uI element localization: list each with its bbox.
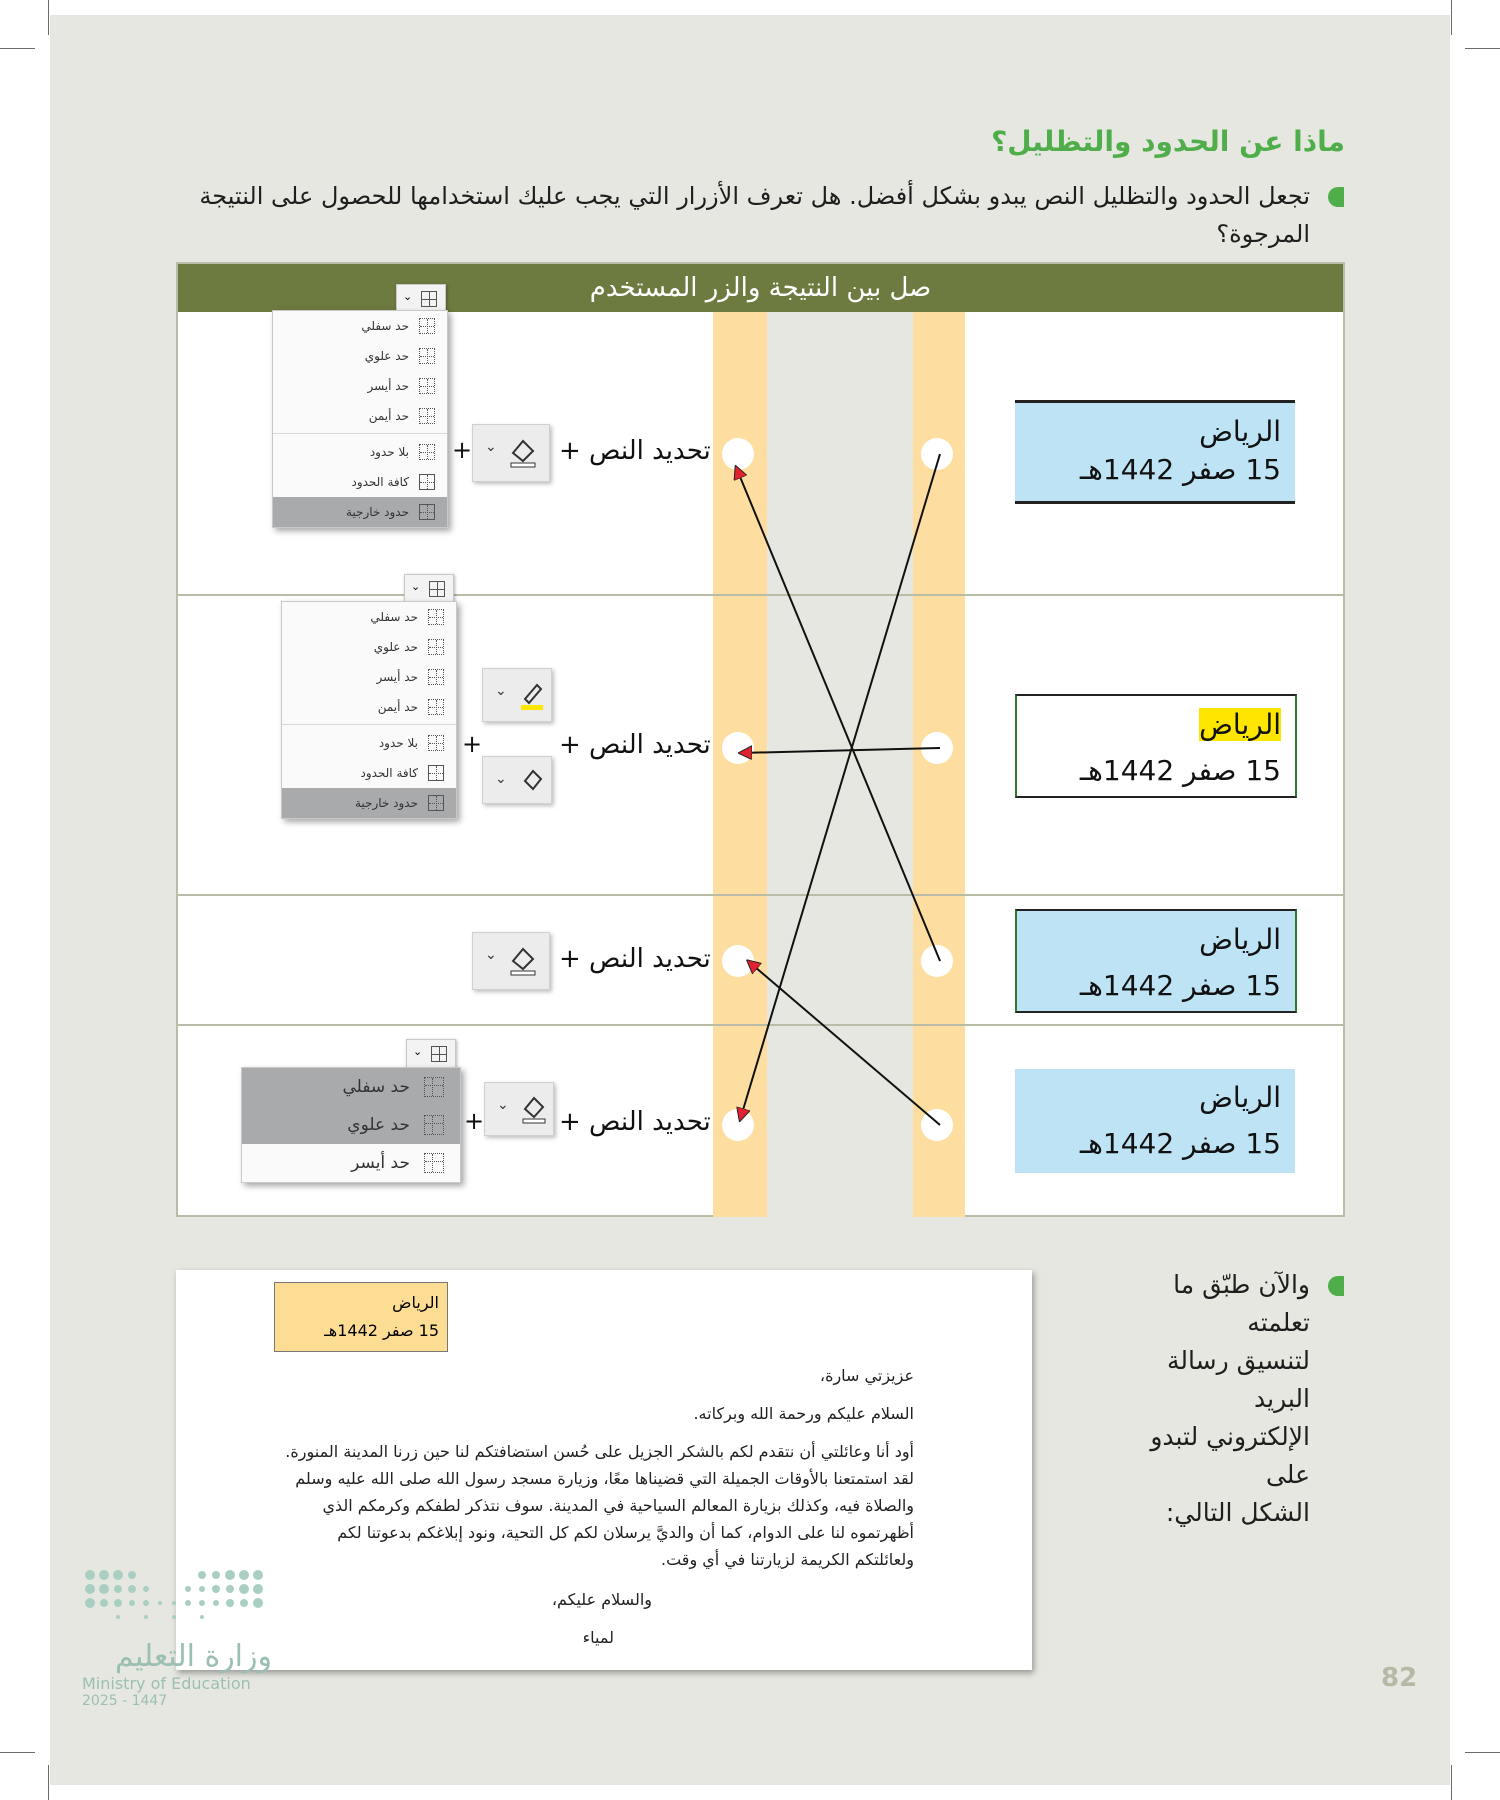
menu-item-outside-borders[interactable]: حدود خارجية xyxy=(282,788,456,818)
letter-address-box xyxy=(274,1282,448,1352)
email-letter xyxy=(176,1270,1032,1670)
table-header: صل بين النتيجة والزر المستخدم xyxy=(178,264,1343,312)
chevron-down-icon: ⌄ xyxy=(411,580,421,593)
apply-instructions: والآن طبّق ما تعلمته لتنسيق رسالة البريد الإلكتروني لتبدو على الشكل التالي: xyxy=(1150,1270,1310,1527)
letter-body-line: والصلاة فيه، وكذلك بزيارة المعالم السياحية في المدينة. سوف نتذكر لطفكم وكرمكم الذي xyxy=(322,1496,914,1515)
crop-mark xyxy=(1451,1765,1452,1800)
crop-mark xyxy=(48,1765,49,1800)
crop-mark xyxy=(1465,48,1500,49)
menu-item-left-border[interactable]: حد أيسر xyxy=(273,371,447,401)
intro-line-2: المرجوة؟ xyxy=(1216,220,1310,248)
result-city: الرياض xyxy=(1199,708,1281,741)
menu-item-top-border[interactable]: حد علوي xyxy=(242,1106,460,1144)
menu-item-left-border[interactable]: حد أيسر xyxy=(242,1144,460,1182)
matching-table xyxy=(176,262,1345,1217)
page-number: 82 xyxy=(1381,1663,1418,1693)
ministry-dots-icon xyxy=(82,1565,264,1635)
chevron-down-icon: ⌄ xyxy=(485,439,497,455)
menu-item-bottom-border[interactable]: حد سفلي xyxy=(273,311,447,341)
menu-item-right-border[interactable]: حد أيمن xyxy=(273,401,447,431)
letter-body-line: أظهرتموه لنا على الدوام، كما أن والديَّ يرسلان لكم كل التحية، ونود إبلاغكم بدعوتنا لكم xyxy=(337,1523,914,1542)
ministry-logo xyxy=(82,1565,272,1709)
intro-line-1: تجعل الحدود والتظليل النص يبدو بشكل أفضل. هل تعرف الأزرار التي يجب عليك استخدامها للحصول على النتيجة xyxy=(199,182,1310,210)
ministry-name-ar: وزارة التعليم xyxy=(114,1639,272,1674)
section-title: ماذا عن الحدود والتظليل؟ xyxy=(991,125,1345,158)
chevron-down-icon: ⌄ xyxy=(497,1097,509,1113)
letter-signature: لمياء xyxy=(582,1628,614,1647)
chevron-down-icon: ⌄ xyxy=(485,947,497,963)
menu-item-bottom-border[interactable]: حد سفلي xyxy=(282,602,456,632)
letter-date: 15 صفر 1442هـ xyxy=(324,1321,439,1340)
menu-item-no-border[interactable]: بلا حدود xyxy=(273,437,447,467)
menu-item-bottom-border[interactable]: حد سفلي xyxy=(242,1068,460,1106)
select-text-label: تحديد النص + xyxy=(559,1107,711,1137)
letter-city: الرياض xyxy=(392,1293,439,1312)
bullet-icon xyxy=(1328,1276,1344,1296)
arrow-line xyxy=(740,748,940,753)
chevron-down-icon: ⌄ xyxy=(495,771,507,787)
menu-item-top-border[interactable]: حد علوي xyxy=(273,341,447,371)
result-city: الرياض xyxy=(1199,415,1281,448)
menu-item-right-border[interactable]: حد أيمن xyxy=(282,692,456,722)
result-date: 15 صفر 1442هـ xyxy=(1079,1127,1281,1160)
result-date: 15 صفر 1442هـ xyxy=(1079,453,1281,486)
plus-sign: + xyxy=(464,1107,485,1135)
crop-mark xyxy=(0,1752,35,1753)
crop-mark xyxy=(1451,0,1452,35)
menu-item-all-borders[interactable]: كافة الحدود xyxy=(282,758,456,788)
result-city: الرياض xyxy=(1199,1081,1281,1114)
letter-closing: والسلام عليكم، xyxy=(551,1590,652,1609)
select-text-label: تحديد النص + xyxy=(559,944,711,974)
plus-sign: + xyxy=(452,436,473,464)
bullet-icon xyxy=(1328,187,1344,207)
chevron-down-icon: ⌄ xyxy=(403,290,413,303)
letter-body-line: أود أنا وعائلتي أن نتقدم لكم بالشكر الجزيل على حُسن استضافتكم لنا حين زرنا المدينة المنورة. xyxy=(285,1442,914,1461)
menu-item-left-border[interactable]: حد أيسر xyxy=(282,662,456,692)
plus-sign: + xyxy=(462,730,483,758)
menu-item-all-borders[interactable]: كافة الحدود xyxy=(273,467,447,497)
letter-body-line: ولعائلتكم الكريمة لزيارتنا في أي وقت. xyxy=(661,1550,914,1569)
menu-item-top-border[interactable]: حد علوي xyxy=(282,632,456,662)
chevron-down-icon: ⌄ xyxy=(495,683,507,699)
select-text-label: تحديد النص + xyxy=(559,730,711,760)
letter-salam: السلام عليكم ورحمة الله وبركاته. xyxy=(693,1404,914,1423)
result-city: الرياض xyxy=(1199,923,1281,956)
ministry-year: 2025 - 1447 xyxy=(82,1693,168,1709)
arrow-line xyxy=(748,961,940,1125)
matching-arrows xyxy=(178,264,1347,1219)
result-date: 15 صفر 1442هـ xyxy=(1079,969,1281,1002)
crop-mark xyxy=(48,0,49,35)
crop-mark xyxy=(1465,1752,1500,1753)
result-date: 15 صفر 1442هـ xyxy=(1079,754,1281,787)
arrow-line xyxy=(740,454,940,1120)
ministry-name-en: Ministry of Education xyxy=(82,1674,251,1693)
menu-item-outside-borders[interactable]: حدود خارجية xyxy=(273,497,447,527)
chevron-down-icon: ⌄ xyxy=(413,1045,423,1058)
menu-item-no-border[interactable]: بلا حدود xyxy=(282,728,456,758)
crop-mark xyxy=(0,48,35,49)
letter-greeting: عزيزتي سارة، xyxy=(819,1366,914,1385)
letter-body-line: لقد استمتعنا بالأوقات الجميلة التي قضيناها معًا، وزيارة مسجد رسول الله صلى الله عليه وسلم xyxy=(295,1469,914,1488)
select-text-label: تحديد النص + xyxy=(559,436,711,466)
arrow-line xyxy=(736,467,940,961)
